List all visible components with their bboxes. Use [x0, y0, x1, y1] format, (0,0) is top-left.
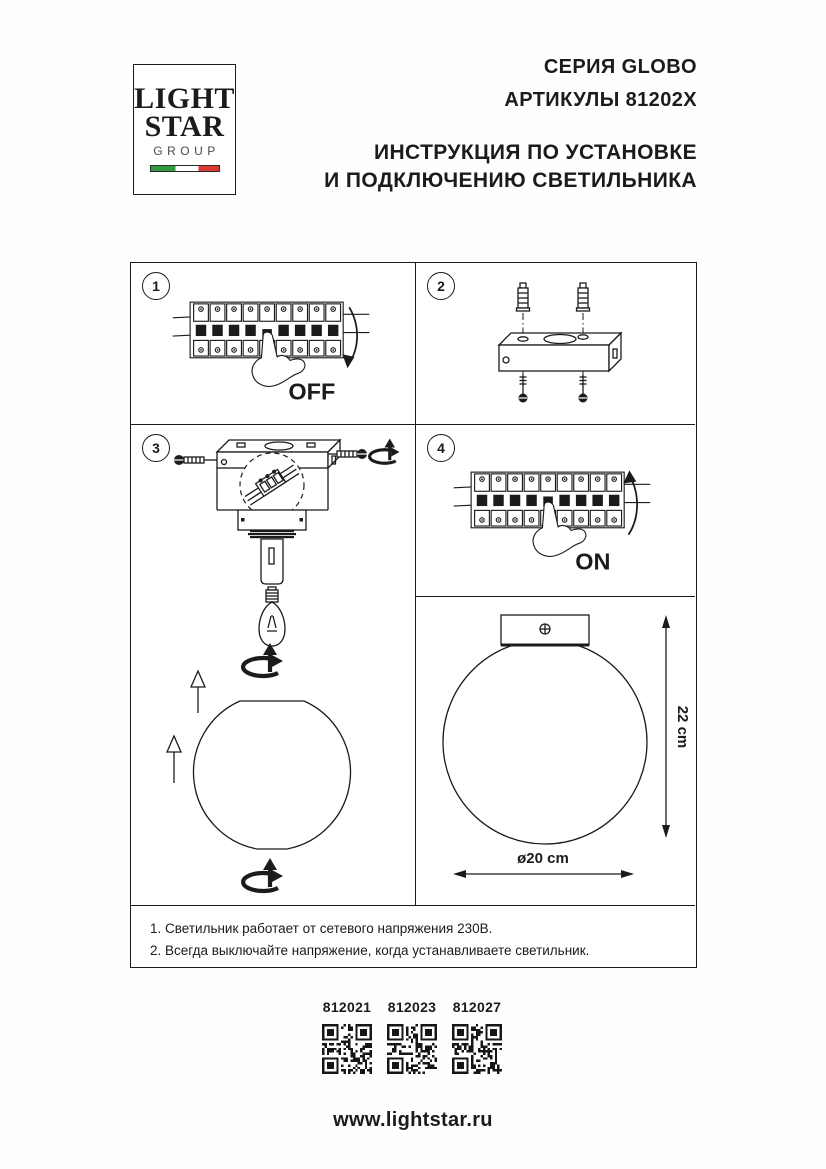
- curved-arrow-down-icon: [349, 307, 357, 363]
- step-4-cell: [416, 425, 695, 597]
- step-1-number: 1: [142, 272, 170, 300]
- lamp-socket: [261, 539, 283, 584]
- cross-screw-icon: [540, 624, 551, 635]
- mounting-bracket-illustration: [416, 263, 695, 425]
- step-3-cell: [131, 425, 416, 905]
- wire-left-top: [173, 317, 190, 318]
- logo-group-text: GROUP: [153, 143, 220, 158]
- italian-flag-stripe: [150, 165, 220, 172]
- lift-arrow-upper-icon: [191, 671, 205, 713]
- off-label: OFF: [288, 378, 336, 405]
- wall-anchor-left: [517, 283, 530, 311]
- screw-left: [519, 375, 528, 403]
- finished-lamp-dimension-drawing: [416, 597, 695, 905]
- instruction-title-line2: И ПОДКЛЮЧЕНИЮ СВЕТИЛЬНИКА: [324, 168, 697, 192]
- note-line-2: 2. Всегда выключайте напряжение, когда устанавливаете светильник.: [150, 942, 590, 958]
- wire-left-bottom: [173, 335, 190, 336]
- article-item: [387, 999, 437, 1079]
- article-code: 812023: [387, 999, 437, 1015]
- dimensions-cell: [416, 597, 695, 905]
- ceiling-canopy: [238, 510, 306, 530]
- article-code: 812021: [322, 999, 372, 1015]
- screw-globe-rotation-arrow-icon: [243, 858, 283, 891]
- screw-in-rotation-arrow-icon: [243, 643, 283, 676]
- instruction-steps-panel: [130, 262, 697, 968]
- series-title: СЕРИЯ GLOBO: [543, 56, 697, 78]
- wall-anchor-right: [577, 283, 590, 311]
- website-url: www.lightstar.ru: [333, 1109, 493, 1131]
- logo-star-text: STAR: [144, 109, 225, 143]
- height-dimension: [662, 615, 691, 838]
- lightstar-logo: [133, 64, 236, 195]
- articles-title: АРТИКУЛЫ 81202X: [504, 89, 697, 111]
- screw-left: [174, 455, 217, 465]
- qr-code: [322, 1024, 372, 1074]
- mounting-bracket: [499, 333, 621, 371]
- terminal-block-magnifier: [240, 453, 304, 517]
- circuit-breaker-off-illustration: [171, 277, 371, 409]
- globe-outline: [443, 640, 647, 844]
- lift-arrow-lower-icon: [167, 736, 181, 783]
- fixture-assembly-illustration: [131, 425, 416, 905]
- screw-right: [579, 375, 588, 403]
- article-item: [322, 999, 372, 1079]
- arrow-head: [623, 470, 636, 483]
- step-2-cell: [416, 263, 695, 425]
- logo-light-text: LIGHT: [134, 82, 235, 115]
- rotation-arrow-icon: [370, 439, 400, 464]
- circuit-breaker-on-illustration: [452, 447, 652, 579]
- qr-code: [387, 1024, 437, 1074]
- article-item: [452, 999, 502, 1079]
- article-code: 812027: [452, 999, 502, 1015]
- step-3-number: 3: [142, 434, 170, 462]
- step-1-cell: [131, 263, 416, 425]
- step-2-number: 2: [427, 272, 455, 300]
- safety-notes: [131, 905, 695, 966]
- header-text-block: [324, 57, 697, 194]
- on-label: ON: [575, 548, 611, 575]
- candle-bulb: [259, 587, 285, 646]
- height-label: 22 cm: [674, 705, 691, 749]
- article-codes-row: [322, 999, 502, 1079]
- instruction-title: [324, 139, 697, 194]
- note-line-1: 1. Светильник работает от сетевого напряжения 230В.: [150, 921, 493, 936]
- step-4-number: 4: [427, 434, 455, 462]
- diameter-dimension: [453, 850, 634, 878]
- instruction-title-line1: ИНСТРУКЦИЯ ПО УСТАНОВКЕ: [373, 141, 697, 164]
- threaded-collar: [248, 530, 296, 538]
- glass-globe: [193, 701, 350, 849]
- qr-code: [452, 1024, 502, 1074]
- diameter-label: ø20 cm: [517, 850, 569, 867]
